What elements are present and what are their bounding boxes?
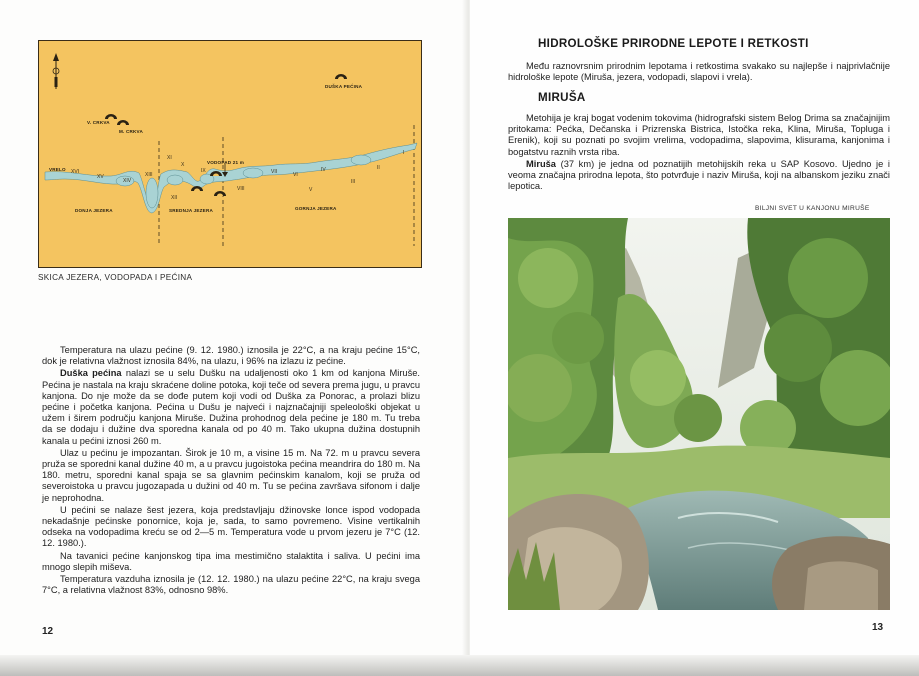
lake-number: IX	[201, 168, 206, 174]
lake-sketch-map	[38, 40, 422, 268]
paragraph: Temperatura na ulazu pećine (9. 12. 1980.) iznosila je 22°C, a na kraju pećine 15°C, dok je relativna vlažnost iznosila 84%, na ulazu, i 96% na izlazu iz pećine.	[42, 345, 420, 367]
canyon-photo-drawing	[508, 218, 890, 610]
right-page	[470, 0, 919, 676]
cave-icon	[105, 114, 117, 119]
cave-icon	[214, 191, 226, 196]
lake-number: V	[309, 187, 313, 193]
map-label-m-crkva: M. CRKVA	[119, 129, 143, 134]
paragraph-body: nalazi se u selu Dušku na udaljenosti oko 1 km od kanjona Miruše. Pećina je nastala na kraju skraćene doline potoka, koji teče od severa prema jugu, u pravcu kanjona. Do nje može da se dođe putem koji vodi od Duška za Ponorac, a prolazi blizu pećine i početka kanjona. Pećina u Dušu je najveći i najznačajniji speleološki objekat u užem i širem području kanjona Miruše. Dužina prohodnog dela pećine je 180 m. Tu treba da se dodaju i dužine dva sporedna kanala od po 40 m. Tako ukupna dužina dostupnih kanala u pećini iznosi 260 m.	[42, 368, 420, 446]
lake-number: XV	[97, 174, 104, 180]
lake-number: VI	[293, 172, 298, 178]
intro-text	[508, 61, 890, 84]
map-label-gornja-jezera: GORNJA JEZERA	[295, 206, 337, 211]
map-label-srednja-jezera: SREDNJA JEZERA	[169, 208, 213, 213]
map-caption: SKICA JEZERA, VODOPADA I PEĆINA	[38, 273, 193, 282]
paragraph: Ulaz u pećinu je impozantan. Širok je 10 m, a visine 15 m. Na 72. m u pravcu severa pruža se sporedni kanal dužine 40 m, a u pravcu jugoistoka pećina meandrira do 180 m. Na 180. metru, sporedni kanal spaja se sa glavnim pećinskim kanalom, koji se pruža od severoistoka u pravcu jugozapada u dužini od 40 m. Tu se pećina završava sifonom i dalje je neprohodna.	[42, 447, 420, 503]
lake	[167, 175, 183, 185]
page-number-right: 13	[872, 622, 884, 633]
subsection-heading: MIRUŠA	[538, 91, 586, 104]
lake-number: X	[181, 162, 185, 168]
paragraph	[42, 368, 420, 446]
cave-icon	[335, 74, 347, 79]
map-label-donja-jezera: DONJA JEZERA	[75, 208, 113, 213]
lake	[243, 168, 263, 178]
lake	[351, 155, 371, 165]
map-label-vodopad: VODOPAD 21 m	[207, 160, 245, 165]
lake-number: II	[377, 165, 380, 171]
north-arrow-icon	[53, 53, 59, 89]
paragraph: Na tavanici pećine kanjonskog tipa ima mestimično stalaktita i saliva. U pećini ima mnogo slepih miševa.	[42, 550, 420, 572]
lake-number: III	[351, 179, 356, 185]
map-label-v-crkva: V. CRKVA	[87, 120, 110, 125]
photo-caption: BILJNI SVET U KANJONU MIRUŠE	[755, 205, 870, 212]
lake-number: I	[403, 150, 405, 156]
paragraph: Metohija je kraj bogat vodenim tokovima (hidrografski sistem Belog Drima sa značajnijim pritokama: Pećka, Dečanska i Prizrenska Bistrica, Istočka reka, Klina, Miruša, Topluga i Erenik), koji su poznati po svojim vrelima, vodopadima, slapovima, klisurama, kanjonima i bogatstvu raznih vrsta riba.	[508, 113, 890, 157]
paragraph: Temperatura vazduha iznosila je (12. 12. 1980.) na ulazu pećine 22°C, na kraju svega 7°C, a relativna vlažnost 83%, odnosno 98%.	[42, 574, 420, 596]
page-number-left: 12	[42, 626, 54, 637]
left-body-text	[42, 345, 420, 597]
lake-number: XIV	[123, 178, 132, 184]
lake-number: VII	[271, 169, 278, 175]
lake-number: VIII	[237, 186, 245, 192]
lake-number: XIII	[145, 172, 153, 178]
lake-number: XI	[167, 155, 172, 161]
paragraph: Među raznovrsnim prirodnim lepotama i retkostima svakako su najlepše i najprivlačnije hidrološke lepote (Miruša, jezera, vodopadi, slapovi i vrela).	[508, 61, 890, 83]
section-heading: HIDROLOŠKE PRIRODNE LEPOTE I RETKOSTI	[538, 37, 809, 50]
paragraph-body: (37 km) je jedna od poznatijih metohijskih reka u SAP Kosovo. Ujedno je i veoma značajna prirodna lepota, što potvrđuje i naziv Miruša, koji na albanskom jeziku znači lepotica.	[508, 158, 890, 192]
cave-icon	[117, 120, 129, 125]
miruse-text	[508, 113, 890, 193]
canyon-photo	[508, 218, 890, 610]
page-edge-shadow	[0, 655, 919, 676]
map-drawing	[39, 41, 423, 269]
lake	[146, 178, 158, 208]
paragraph: U pećini se nalaze šest jezera, koja predstavljaju džinovske lonce ispod vodopada nekadašnje pećinske ponornice, koja je, sada, to samo povremeno. Visine vertikalnih odseka na vodopadima kreću se od 2—5 m. Temperatura vode u prvom jezeru je 7°C (12. 12. 1980.).	[42, 504, 420, 549]
term-duska-pecina: Duška pećina	[60, 368, 122, 379]
lake-number: XVI	[71, 169, 80, 175]
paragraph	[508, 159, 890, 193]
lake-number: XII	[171, 195, 178, 201]
map-label-duska-pecina: DUŠKA PEĆINA	[325, 84, 363, 89]
map-label-vrelo: VRELO	[49, 167, 66, 172]
lake-number: IV	[321, 167, 326, 173]
term-miruse: Miruša	[526, 158, 556, 169]
